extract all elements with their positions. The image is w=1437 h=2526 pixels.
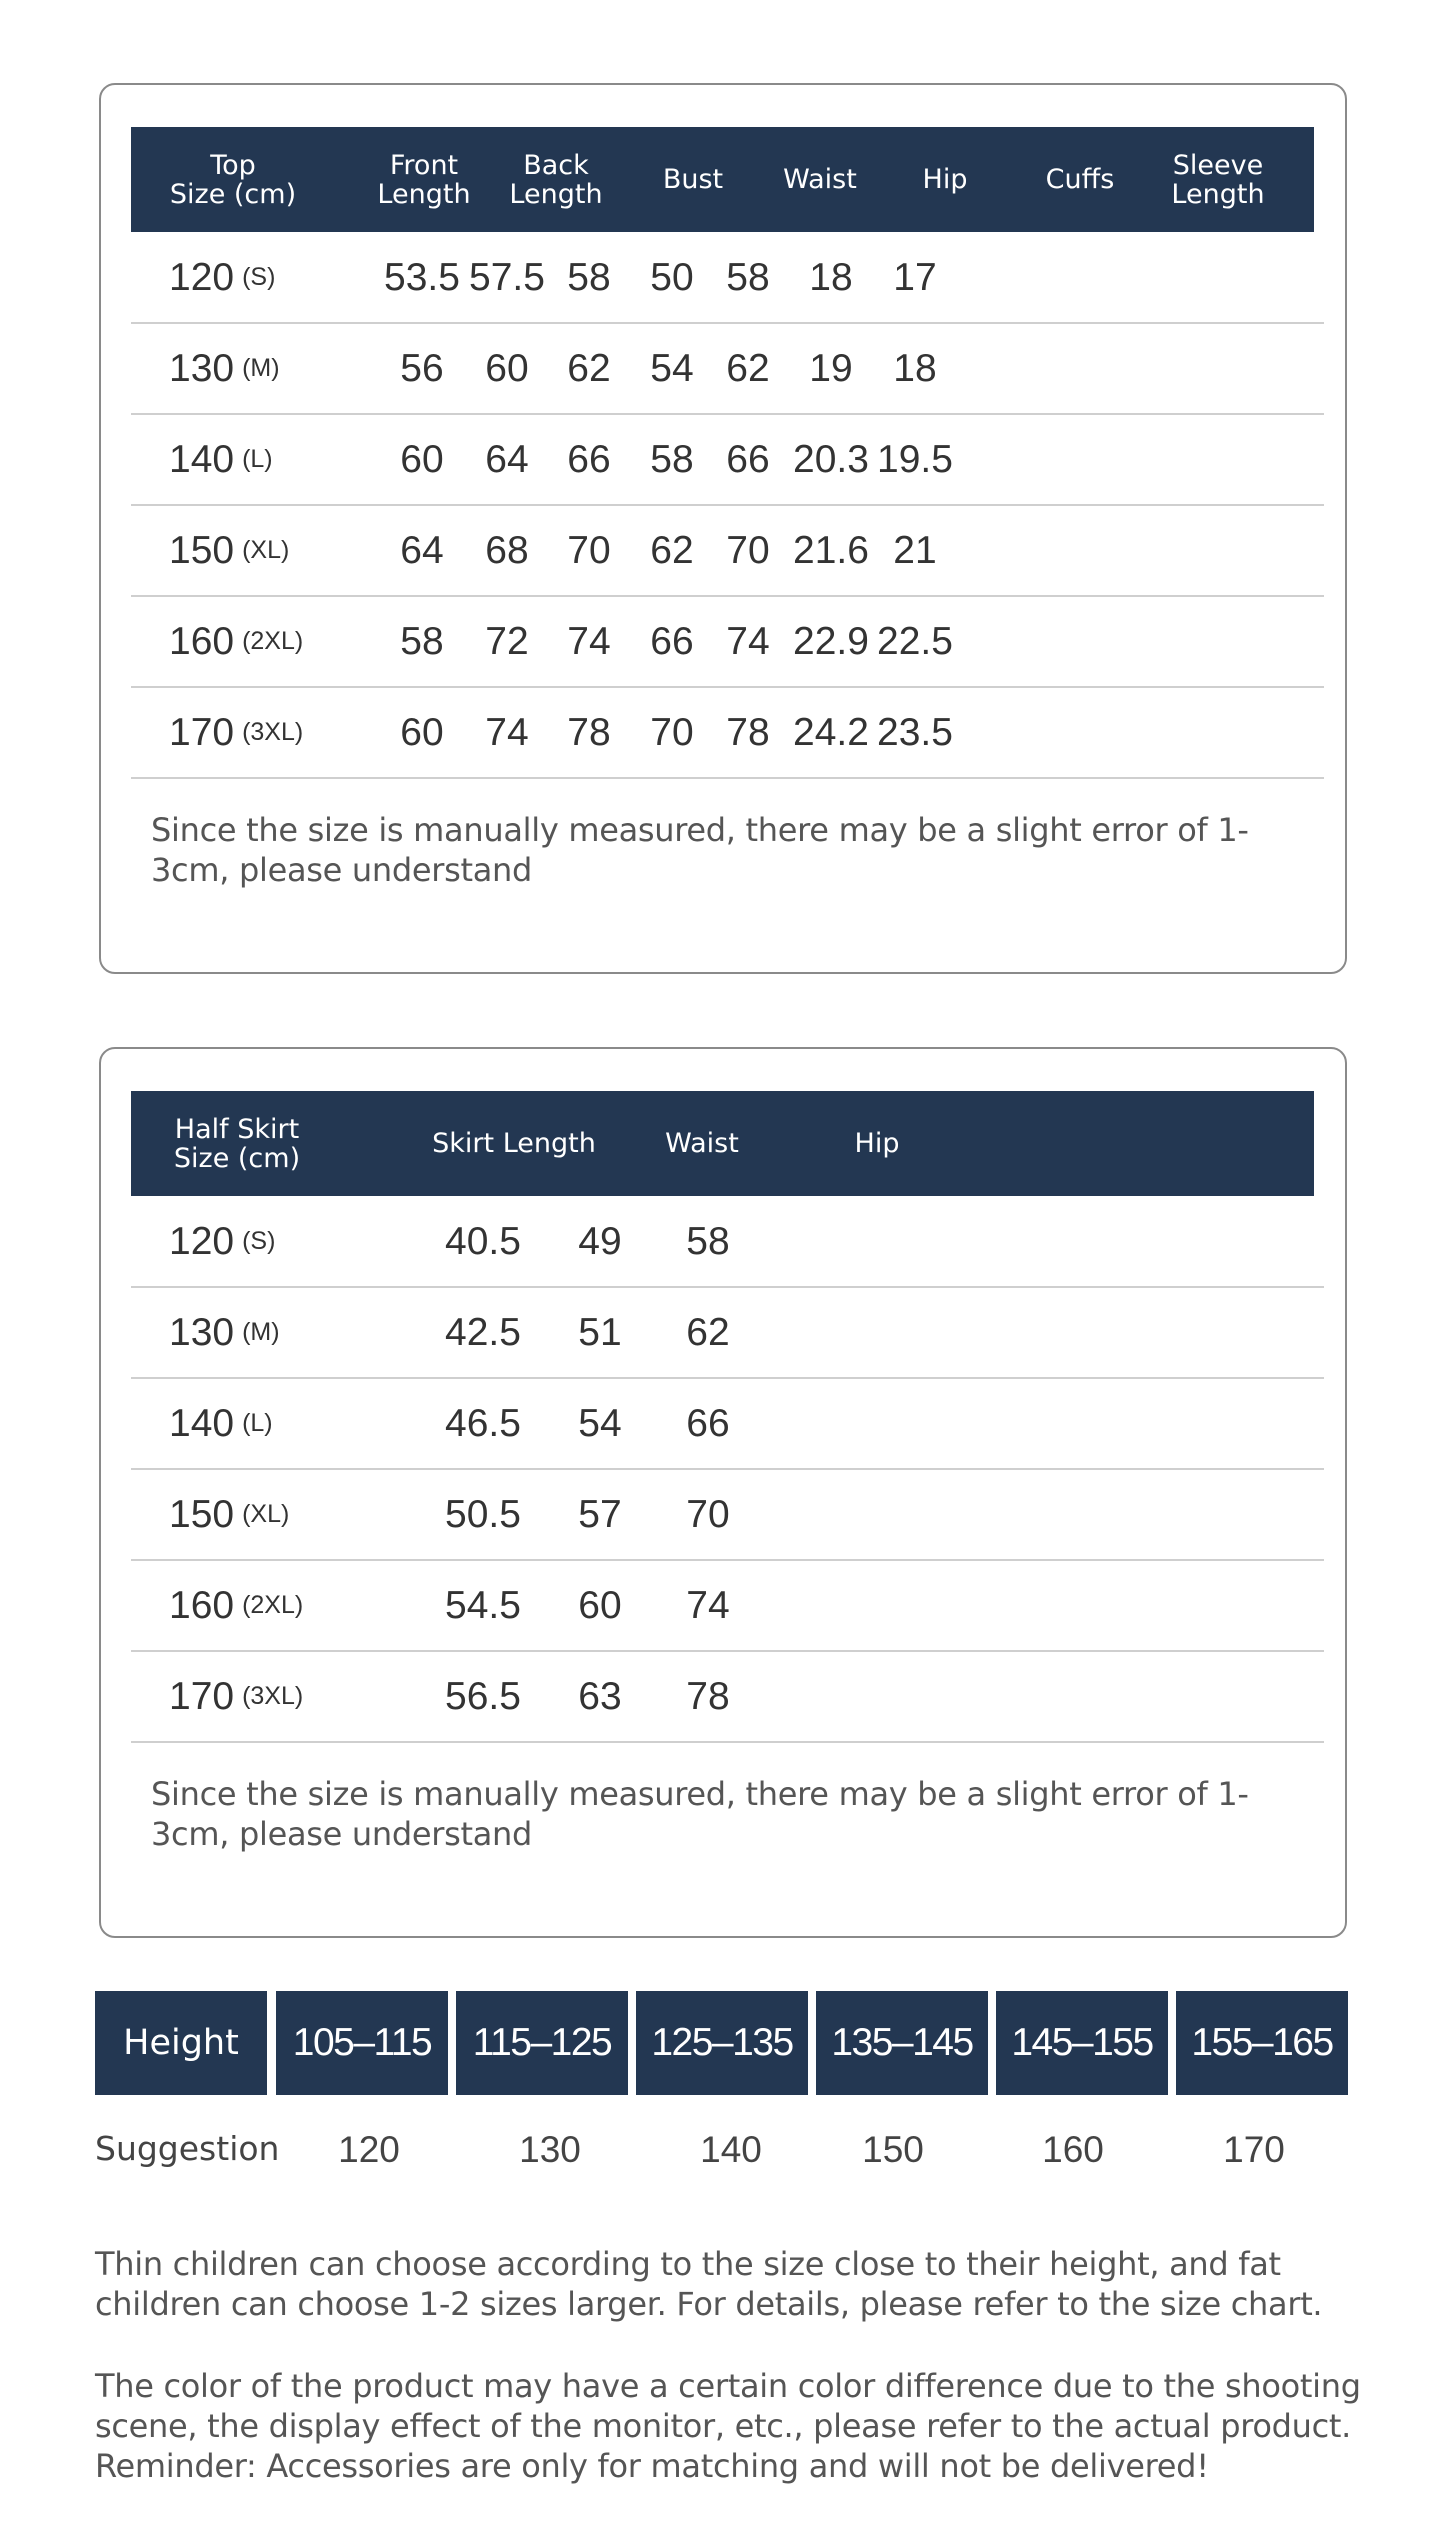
size-cell — [169, 1652, 303, 1741]
measurement-cell: 74 — [485, 710, 529, 754]
size-cell — [169, 1470, 289, 1559]
measurement-cell: 58 — [567, 255, 611, 299]
height-range-3: 125–135 — [636, 1991, 808, 2095]
fit-advice: Thin children can choose according to the size close to their height, and fat children can choose 1-2 sizes larger. For details, please refer to the size chart. — [95, 2245, 1323, 2323]
suggestion-size-2: 130 — [519, 2129, 581, 2170]
measurement-cell: 62 — [726, 346, 770, 390]
top-table-row — [131, 597, 1324, 688]
size-cell — [169, 1288, 280, 1377]
size-label: (S) — [242, 263, 276, 291]
suggestion-size-6: 170 — [1223, 2129, 1285, 2170]
size-number: 150 — [169, 1492, 235, 1536]
size-label: (3XL) — [242, 1682, 304, 1710]
top-header-hip: Hip — [922, 164, 968, 195]
size-label: (S) — [242, 1227, 276, 1255]
top-table-header — [131, 127, 1314, 232]
size-label: (XL) — [242, 1500, 290, 1528]
size-number: 140 — [169, 1401, 235, 1445]
suggestion-size-4: 150 — [862, 2129, 924, 2170]
size-number: 120 — [169, 1219, 235, 1263]
skirt-table-row — [131, 1652, 1324, 1743]
top-header-front-length: Front Length — [377, 149, 471, 210]
measurement-cell: 66 — [567, 437, 611, 481]
measurement-cell: 64 — [400, 528, 444, 572]
measurement-cell: 74 — [686, 1583, 730, 1627]
height-range-1: 105–115 — [276, 1991, 448, 2095]
measurement-cell: 42.5 — [445, 1310, 521, 1354]
measurement-cell: 54 — [578, 1401, 622, 1445]
size-label: (M) — [242, 1318, 280, 1346]
measurement-cell: 68 — [485, 528, 529, 572]
size-label: (L) — [242, 1409, 273, 1437]
measurement-cell: 40.5 — [445, 1219, 521, 1263]
measurement-cell: 57 — [578, 1492, 622, 1536]
skirt-table-header — [131, 1091, 1314, 1196]
skirt-header-waist: Waist — [665, 1128, 739, 1159]
measurement-cell: 60 — [485, 346, 529, 390]
measurement-cell: 17 — [893, 255, 937, 299]
measurement-cell: 58 — [650, 437, 694, 481]
measurement-cell: 63 — [578, 1674, 622, 1718]
size-label: (L) — [242, 445, 273, 473]
measurement-cell: 56 — [400, 346, 444, 390]
measurement-cell: 74 — [567, 619, 611, 663]
measurement-cell: 20.3 — [793, 437, 869, 481]
measurement-cell: 74 — [726, 619, 770, 663]
size-number: 130 — [169, 346, 235, 390]
measurement-cell: 60 — [400, 437, 444, 481]
skirt-header-size: Half Skirt Size (cm) — [173, 1113, 301, 1174]
measurement-cell: 78 — [567, 710, 611, 754]
top-table-row — [131, 233, 1324, 324]
accessories-reminder: Reminder: Accessories are only for matching and will not be delivered! — [95, 2447, 1209, 2485]
size-cell — [169, 688, 303, 777]
skirt-table-row — [131, 1470, 1324, 1561]
top-header-size: Top Size (cm) — [169, 149, 297, 210]
measurement-cell: 57.5 — [469, 255, 545, 299]
height-range-5: 145–155 — [996, 1991, 1168, 2095]
size-label: (XL) — [242, 536, 290, 564]
measurement-cell: 78 — [726, 710, 770, 754]
measurement-cell: 66 — [650, 619, 694, 663]
measurement-cell: 50.5 — [445, 1492, 521, 1536]
size-label: (M) — [242, 354, 280, 382]
measurement-cell: 22.5 — [877, 619, 953, 663]
top-header-sleeve-length: Sleeve Length — [1171, 149, 1265, 210]
size-number: 160 — [169, 619, 235, 663]
top-header-waist: Waist — [783, 164, 857, 195]
measurement-cell: 64 — [485, 437, 529, 481]
measurement-cell: 51 — [578, 1310, 622, 1354]
top-measurement-note: Since the size is manually measured, there may be a slight error of 1-3cm, please understand — [151, 811, 1249, 889]
top-header-back-length: Back Length — [509, 149, 603, 210]
measurement-cell: 70 — [686, 1492, 730, 1536]
measurement-cell: 46.5 — [445, 1401, 521, 1445]
measurement-cell: 72 — [485, 619, 529, 663]
measurement-cell: 60 — [578, 1583, 622, 1627]
size-cell — [169, 324, 280, 413]
size-cell — [169, 1197, 275, 1286]
measurement-cell: 78 — [686, 1674, 730, 1718]
size-number: 160 — [169, 1583, 235, 1627]
height-range-4: 135–145 — [816, 1991, 988, 2095]
measurement-cell: 58 — [686, 1219, 730, 1263]
measurement-cell: 54.5 — [445, 1583, 521, 1627]
measurement-cell: 23.5 — [877, 710, 953, 754]
size-cell — [169, 1561, 303, 1650]
top-header-cuffs: Cuffs — [1045, 164, 1115, 195]
measurement-cell: 21.6 — [793, 528, 869, 572]
measurement-cell: 62 — [686, 1310, 730, 1354]
size-label: (2XL) — [242, 1591, 304, 1619]
fit-advice-text — [95, 2244, 1365, 2324]
measurement-cell: 49 — [578, 1219, 622, 1263]
measurement-cell: 58 — [726, 255, 770, 299]
top-table-row — [131, 688, 1324, 779]
measurement-cell: 50 — [650, 255, 694, 299]
measurement-cell: 18 — [809, 255, 853, 299]
skirt-header-hip: Hip — [854, 1128, 900, 1159]
color-disclaimer: The color of the product may have a certain color difference due to the shooting scene, the display effect of the monitor, etc., please refer to the actual product. — [95, 2367, 1361, 2445]
measurement-cell: 66 — [686, 1401, 730, 1445]
measurement-cell: 70 — [650, 710, 694, 754]
suggestion-size-1: 120 — [338, 2129, 400, 2170]
suggestion-size-3: 140 — [700, 2129, 762, 2170]
size-cell — [169, 506, 289, 595]
top-table-row — [131, 415, 1324, 506]
measurement-cell: 62 — [650, 528, 694, 572]
size-number: 150 — [169, 528, 235, 572]
measurement-cell: 70 — [567, 528, 611, 572]
measurement-cell: 21 — [893, 528, 937, 572]
top-header-bust: Bust — [662, 164, 724, 195]
height-range-2: 115–125 — [456, 1991, 628, 2095]
measurement-cell: 66 — [726, 437, 770, 481]
size-cell — [169, 233, 275, 322]
measurement-cell: 54 — [650, 346, 694, 390]
size-cell — [169, 1379, 273, 1468]
size-number: 130 — [169, 1310, 235, 1354]
skirt-table-row — [131, 1561, 1324, 1652]
height-label: Height — [95, 1991, 267, 2095]
measurement-cell: 62 — [567, 346, 611, 390]
skirt-table-row — [131, 1197, 1324, 1288]
skirt-table-row — [131, 1288, 1324, 1379]
size-cell — [169, 415, 273, 504]
suggestion-size-5: 160 — [1042, 2129, 1104, 2170]
size-label: (2XL) — [242, 627, 304, 655]
suggestion-label: Suggestion — [95, 2128, 280, 2168]
size-label: (3XL) — [242, 718, 304, 746]
skirt-measurement-note: Since the size is manually measured, there may be a slight error of 1-3cm, please understand — [151, 1775, 1249, 1853]
measurement-cell: 22.9 — [793, 619, 869, 663]
top-table-row — [131, 506, 1324, 597]
size-number: 120 — [169, 255, 235, 299]
measurement-cell: 70 — [726, 528, 770, 572]
measurement-cell: 24.2 — [793, 710, 869, 754]
measurement-cell: 19.5 — [877, 437, 953, 481]
top-size-card — [99, 83, 1347, 974]
disclaimer-text — [95, 2366, 1365, 2486]
measurement-cell: 56.5 — [445, 1674, 521, 1718]
measurement-cell: 18 — [893, 346, 937, 390]
size-number: 170 — [169, 1674, 235, 1718]
height-range-6: 155–165 — [1176, 1991, 1348, 2095]
size-number: 170 — [169, 710, 235, 754]
skirt-header-skirt-length: Skirt Length — [432, 1128, 596, 1159]
measurement-cell: 58 — [400, 619, 444, 663]
measurement-cell: 60 — [400, 710, 444, 754]
size-cell — [169, 597, 303, 686]
skirt-table-row — [131, 1379, 1324, 1470]
top-table-row — [131, 324, 1324, 415]
measurement-cell: 19 — [809, 346, 853, 390]
measurement-cell: 53.5 — [384, 255, 460, 299]
skirt-size-card — [99, 1047, 1347, 1938]
size-number: 140 — [169, 437, 235, 481]
